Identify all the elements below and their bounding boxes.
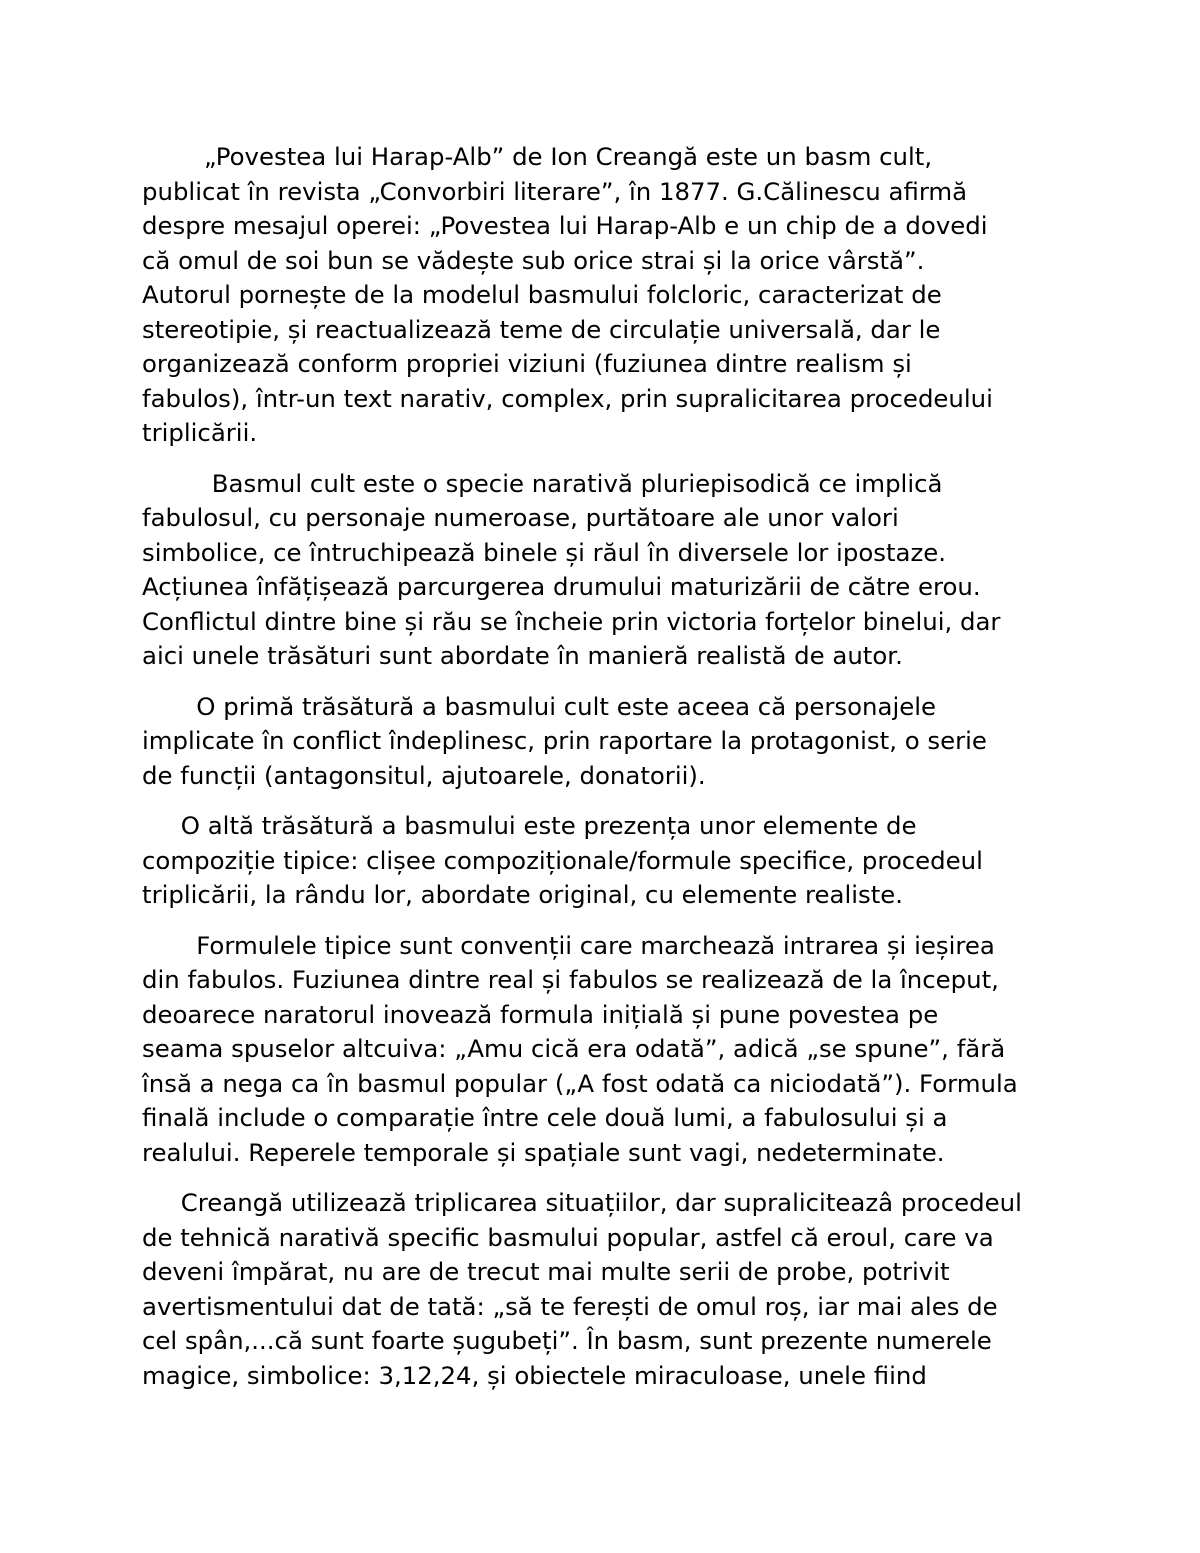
text-line: publicat în revista „Convorbiri literare”, în 1877. G.Călinescu afirmă bbox=[142, 176, 968, 206]
text-line: O altă trăsătură a basmului este prezența unor elemente de bbox=[142, 811, 917, 840]
paragraph-formulas bbox=[142, 929, 1132, 1171]
text-line: triplicării, la rându lor, abordate original, cu elemente realiste. bbox=[142, 880, 904, 909]
text-line: stereotipie, și reactualizează teme de circulație universală, dar le bbox=[142, 314, 941, 344]
paragraph-intro bbox=[142, 140, 1132, 451]
text-line: de tehnică narativă specific basmului popular, astfel că eroul, care va bbox=[142, 1222, 994, 1252]
text-line: Acțiunea înfățișează parcurgerea drumului maturizării de către erou. bbox=[142, 572, 981, 601]
text-line: seama spuselor altcuiva: „Amu cică era odată”, adică „se spune”, fără bbox=[142, 1034, 1006, 1063]
text-line: aici unele trăsături sunt abordate în manieră realistă de autor. bbox=[142, 641, 903, 670]
text-line: implicate în conflict îndeplinesc, prin raportare la protagonist, o serie bbox=[142, 726, 987, 755]
text-line: cel spân,...că sunt foarte șugubeți”. În basm, sunt prezente numerele bbox=[142, 1326, 992, 1355]
paragraph-first-trait bbox=[142, 690, 1132, 794]
paragraph-triplication bbox=[142, 1186, 1132, 1393]
text-line: avertismentului dat de tată: „să te ferești de omul roș, iar mai ales de bbox=[142, 1291, 998, 1321]
text-line: Creangă utilizează triplicarea situațiilor, dar supraliciteazâ procedeul bbox=[142, 1188, 1022, 1217]
text-line: fabulosul, cu personaje numeroase, purtătoare ale unor valori bbox=[142, 503, 899, 532]
text-line: „Povestea lui Harap-Alb” de Ion Creangă este un basm cult, bbox=[142, 142, 933, 171]
text-line: că omul de soi bun se vădește sub orice strai și la orice vârstă”. bbox=[142, 245, 925, 275]
text-line: triplicării. bbox=[142, 418, 258, 447]
text-line: de funcții (antagonsitul, ajutoarele, donatorii). bbox=[142, 760, 706, 790]
text-line: despre mesajul operei: „Povestea lui Harap-Alb e un chip de a dovedi bbox=[142, 211, 988, 240]
text-line: O primă trăsătură a basmului cult este aceea că personajele bbox=[142, 691, 937, 721]
document-body bbox=[142, 140, 1132, 1409]
paragraph-second-trait bbox=[142, 809, 1132, 913]
text-line: Autorul pornește de la modelul basmului folcloric, caracterizat de bbox=[142, 280, 942, 309]
paragraph-definition bbox=[142, 467, 1132, 674]
text-line: Basmul cult este o specie narativă pluriepisodică ce implică bbox=[142, 468, 943, 498]
text-line: însă a nega ca în basmul popular („A fost odată ca niciodată”). Formula bbox=[142, 1068, 1018, 1098]
text-line: realului. Reperele temporale și spațiale sunt vagi, nedeterminate. bbox=[142, 1137, 945, 1167]
text-line: deveni împărat, nu are de trecut mai multe serii de probe, potrivit bbox=[142, 1257, 950, 1286]
text-line: simbolice, ce întruchipează binele și răul în diversele lor ipostaze. bbox=[142, 537, 947, 567]
text-line: din fabulos. Fuziunea dintre real și fabulos se realizează de la început, bbox=[142, 965, 999, 994]
text-line: compoziție tipice: clișee compoziționale/formule specifice, procedeul bbox=[142, 845, 983, 875]
text-line: Formulele tipice sunt convenții care marchează intrarea și ieșirea bbox=[142, 930, 995, 960]
text-line: Conflictul dintre bine și rău se încheie prin victoria forțelor binelui, dar bbox=[142, 606, 1001, 636]
text-line: organizează conform propriei viziuni (fuziunea dintre realism și bbox=[142, 349, 912, 378]
text-line: finală include o comparație între cele două lumi, a fabulosului și a bbox=[142, 1103, 948, 1132]
text-line: magice, simbolice: 3,12,24, și obiectele miraculoase, unele fiind bbox=[142, 1360, 927, 1390]
text-line: fabulos), într-un text narativ, complex, prin supralicitarea procedeului bbox=[142, 383, 993, 413]
text-line: deoarece naratorul inovează formula inițială și pune povestea pe bbox=[142, 999, 939, 1029]
